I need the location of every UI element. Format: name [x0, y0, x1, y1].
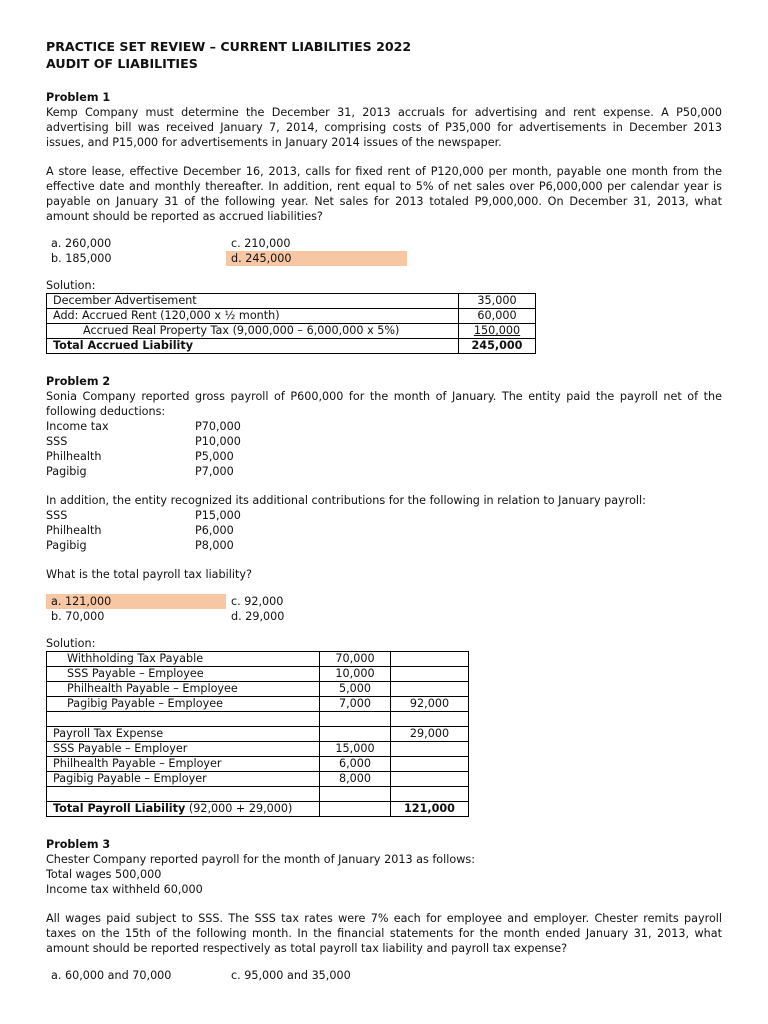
problem-1-paragraph-2: A store lease, effective December 16, 2013, calls for fixed rent of P120,000 per month, payable one month from the effective date and monthly thereafter. In addition, rent equal to 5% of net sales over P6,000,000 per calendar year is payable on January 31 of the following year. Net sales for 2013 totaled P9,000,000. On December 31, 2013, what amount should be reported as accrued liabilities?	[46, 165, 722, 223]
table-cell: 121,000	[391, 802, 469, 817]
choice-d: d. 29,000	[231, 610, 285, 623]
problem-1-solution-table	[46, 293, 536, 354]
choice-c: c. 95,000 and 35,000	[231, 969, 351, 982]
table-cell: 6,000	[320, 757, 391, 772]
list-item: Income tax P70,000	[46, 420, 241, 433]
table-cell: December Advertisement	[47, 294, 459, 309]
problem-2-solution-table	[46, 651, 469, 817]
list-item: Pagibig P7,000	[46, 465, 234, 478]
table-row	[47, 309, 536, 324]
table-row	[47, 742, 469, 757]
problem-2-choices	[46, 594, 722, 624]
table-cell: Withholding Tax Payable	[47, 652, 320, 667]
table-cell: 5,000	[320, 682, 391, 697]
table-cell: Total Accrued Liability	[47, 339, 459, 354]
problem-2-question: What is the total payroll tax liability?	[46, 568, 252, 581]
table-row	[47, 802, 469, 817]
table-cell: 7,000	[320, 697, 391, 712]
table-cell: Total Payroll Liability (92,000 + 29,000)	[47, 802, 320, 817]
list-item: Philhealth P5,000	[46, 450, 234, 463]
problem-3-title: Problem 3	[46, 838, 111, 851]
choice-d-answer: d. 245,000	[226, 251, 407, 266]
table-cell: Pagibig Payable – Employer	[47, 772, 320, 787]
table-cell: 29,000	[391, 727, 469, 742]
table-row	[47, 787, 469, 802]
table-row	[47, 757, 469, 772]
table-row	[47, 294, 536, 309]
deductions-list	[46, 419, 722, 479]
problem-3-paragraph: All wages paid subject to SSS. The SSS tax rates were 7% each for employee and employer. Chester remits payroll taxes on the 15th of the following month. In the financial statements for the month ended January 31, 2013, what amount should be reported respectively as total payroll tax liability and payroll tax expense?	[46, 912, 722, 955]
table-cell: 15,000	[320, 742, 391, 757]
table-row	[47, 727, 469, 742]
document-title: PRACTICE SET REVIEW – CURRENT LIABILITIES 2022	[46, 39, 412, 54]
choice-a: a. 260,000	[51, 237, 112, 250]
problem-3-line-1: Chester Company reported payroll for the month of January 2013 as follows:	[46, 853, 475, 866]
list-item: SSS P10,000	[46, 435, 241, 448]
table-cell	[391, 667, 469, 682]
table-cell	[391, 652, 469, 667]
table-row	[47, 697, 469, 712]
table-row	[47, 712, 469, 727]
table-row	[47, 667, 469, 682]
document-subtitle: AUDIT OF LIABILITIES	[46, 56, 198, 71]
table-cell: 70,000	[320, 652, 391, 667]
list-item: SSS P15,000	[46, 509, 241, 522]
table-cell: Payroll Tax Expense	[47, 727, 320, 742]
problem-2-paragraph-2: In addition, the entity recognized its additional contributions for the following in relation to January payroll:	[46, 494, 646, 507]
choice-b: b. 70,000	[51, 610, 105, 623]
table-row	[47, 339, 536, 354]
problem-3-line-3: Income tax withheld 60,000	[46, 883, 203, 896]
choice-a: a. 60,000 and 70,000	[51, 969, 172, 982]
list-item: Philhealth P6,000	[46, 524, 234, 537]
choice-b: b. 185,000	[51, 252, 112, 265]
table-cell: SSS Payable – Employee	[47, 667, 320, 682]
problem-1-solution-label: Solution:	[46, 279, 96, 292]
table-cell: Philhealth Payable – Employer	[47, 757, 320, 772]
problem-2-paragraph-1: Sonia Company reported gross payroll of P600,000 for the month of January. The entity paid the payroll net of the following deductions:	[46, 390, 722, 418]
problem-1-paragraph-1: Kemp Company must determine the December 31, 2013 accruals for advertising and rent expense. A P50,000 advertising bill was received January 7, 2014, comprising costs of P35,000 for advertisements in December 2013 issues, and P15,000 for advertisements in January 2014 issues of the newspaper.	[46, 106, 722, 149]
table-row	[47, 682, 469, 697]
choice-c: c. 92,000	[231, 595, 284, 608]
table-cell: 245,000	[459, 339, 536, 354]
list-item: Pagibig P8,000	[46, 539, 234, 552]
table-cell: 150,000	[459, 324, 536, 339]
table-cell: 10,000	[320, 667, 391, 682]
choice-c: c. 210,000	[231, 237, 291, 250]
problem-1-title: Problem 1	[46, 91, 111, 104]
table-cell	[391, 682, 469, 697]
table-cell: Accrued Real Property Tax (9,000,000 – 6,000,000 x 5%)	[47, 324, 459, 339]
table-cell: 60,000	[459, 309, 536, 324]
problem-2-solution-label: Solution:	[46, 637, 96, 650]
document-page	[46, 38, 722, 983]
problem-3-line-2: Total wages 500,000	[46, 868, 162, 881]
table-row	[47, 772, 469, 787]
problem-1-choices	[46, 236, 722, 266]
problem-2-title: Problem 2	[46, 375, 111, 388]
choice-a-answer: a. 121,000	[46, 594, 226, 609]
problem-3-choices	[46, 968, 722, 983]
table-cell: 8,000	[320, 772, 391, 787]
contributions-list	[46, 508, 722, 553]
table-cell: 92,000	[391, 697, 469, 712]
table-cell: Pagibig Payable – Employee	[47, 697, 320, 712]
table-cell: Philhealth Payable – Employee	[47, 682, 320, 697]
table-cell: SSS Payable – Employer	[47, 742, 320, 757]
table-cell: Add: Accrued Rent (120,000 x ½ month)	[47, 309, 459, 324]
table-row	[47, 652, 469, 667]
table-row	[47, 324, 536, 339]
table-cell: 35,000	[459, 294, 536, 309]
